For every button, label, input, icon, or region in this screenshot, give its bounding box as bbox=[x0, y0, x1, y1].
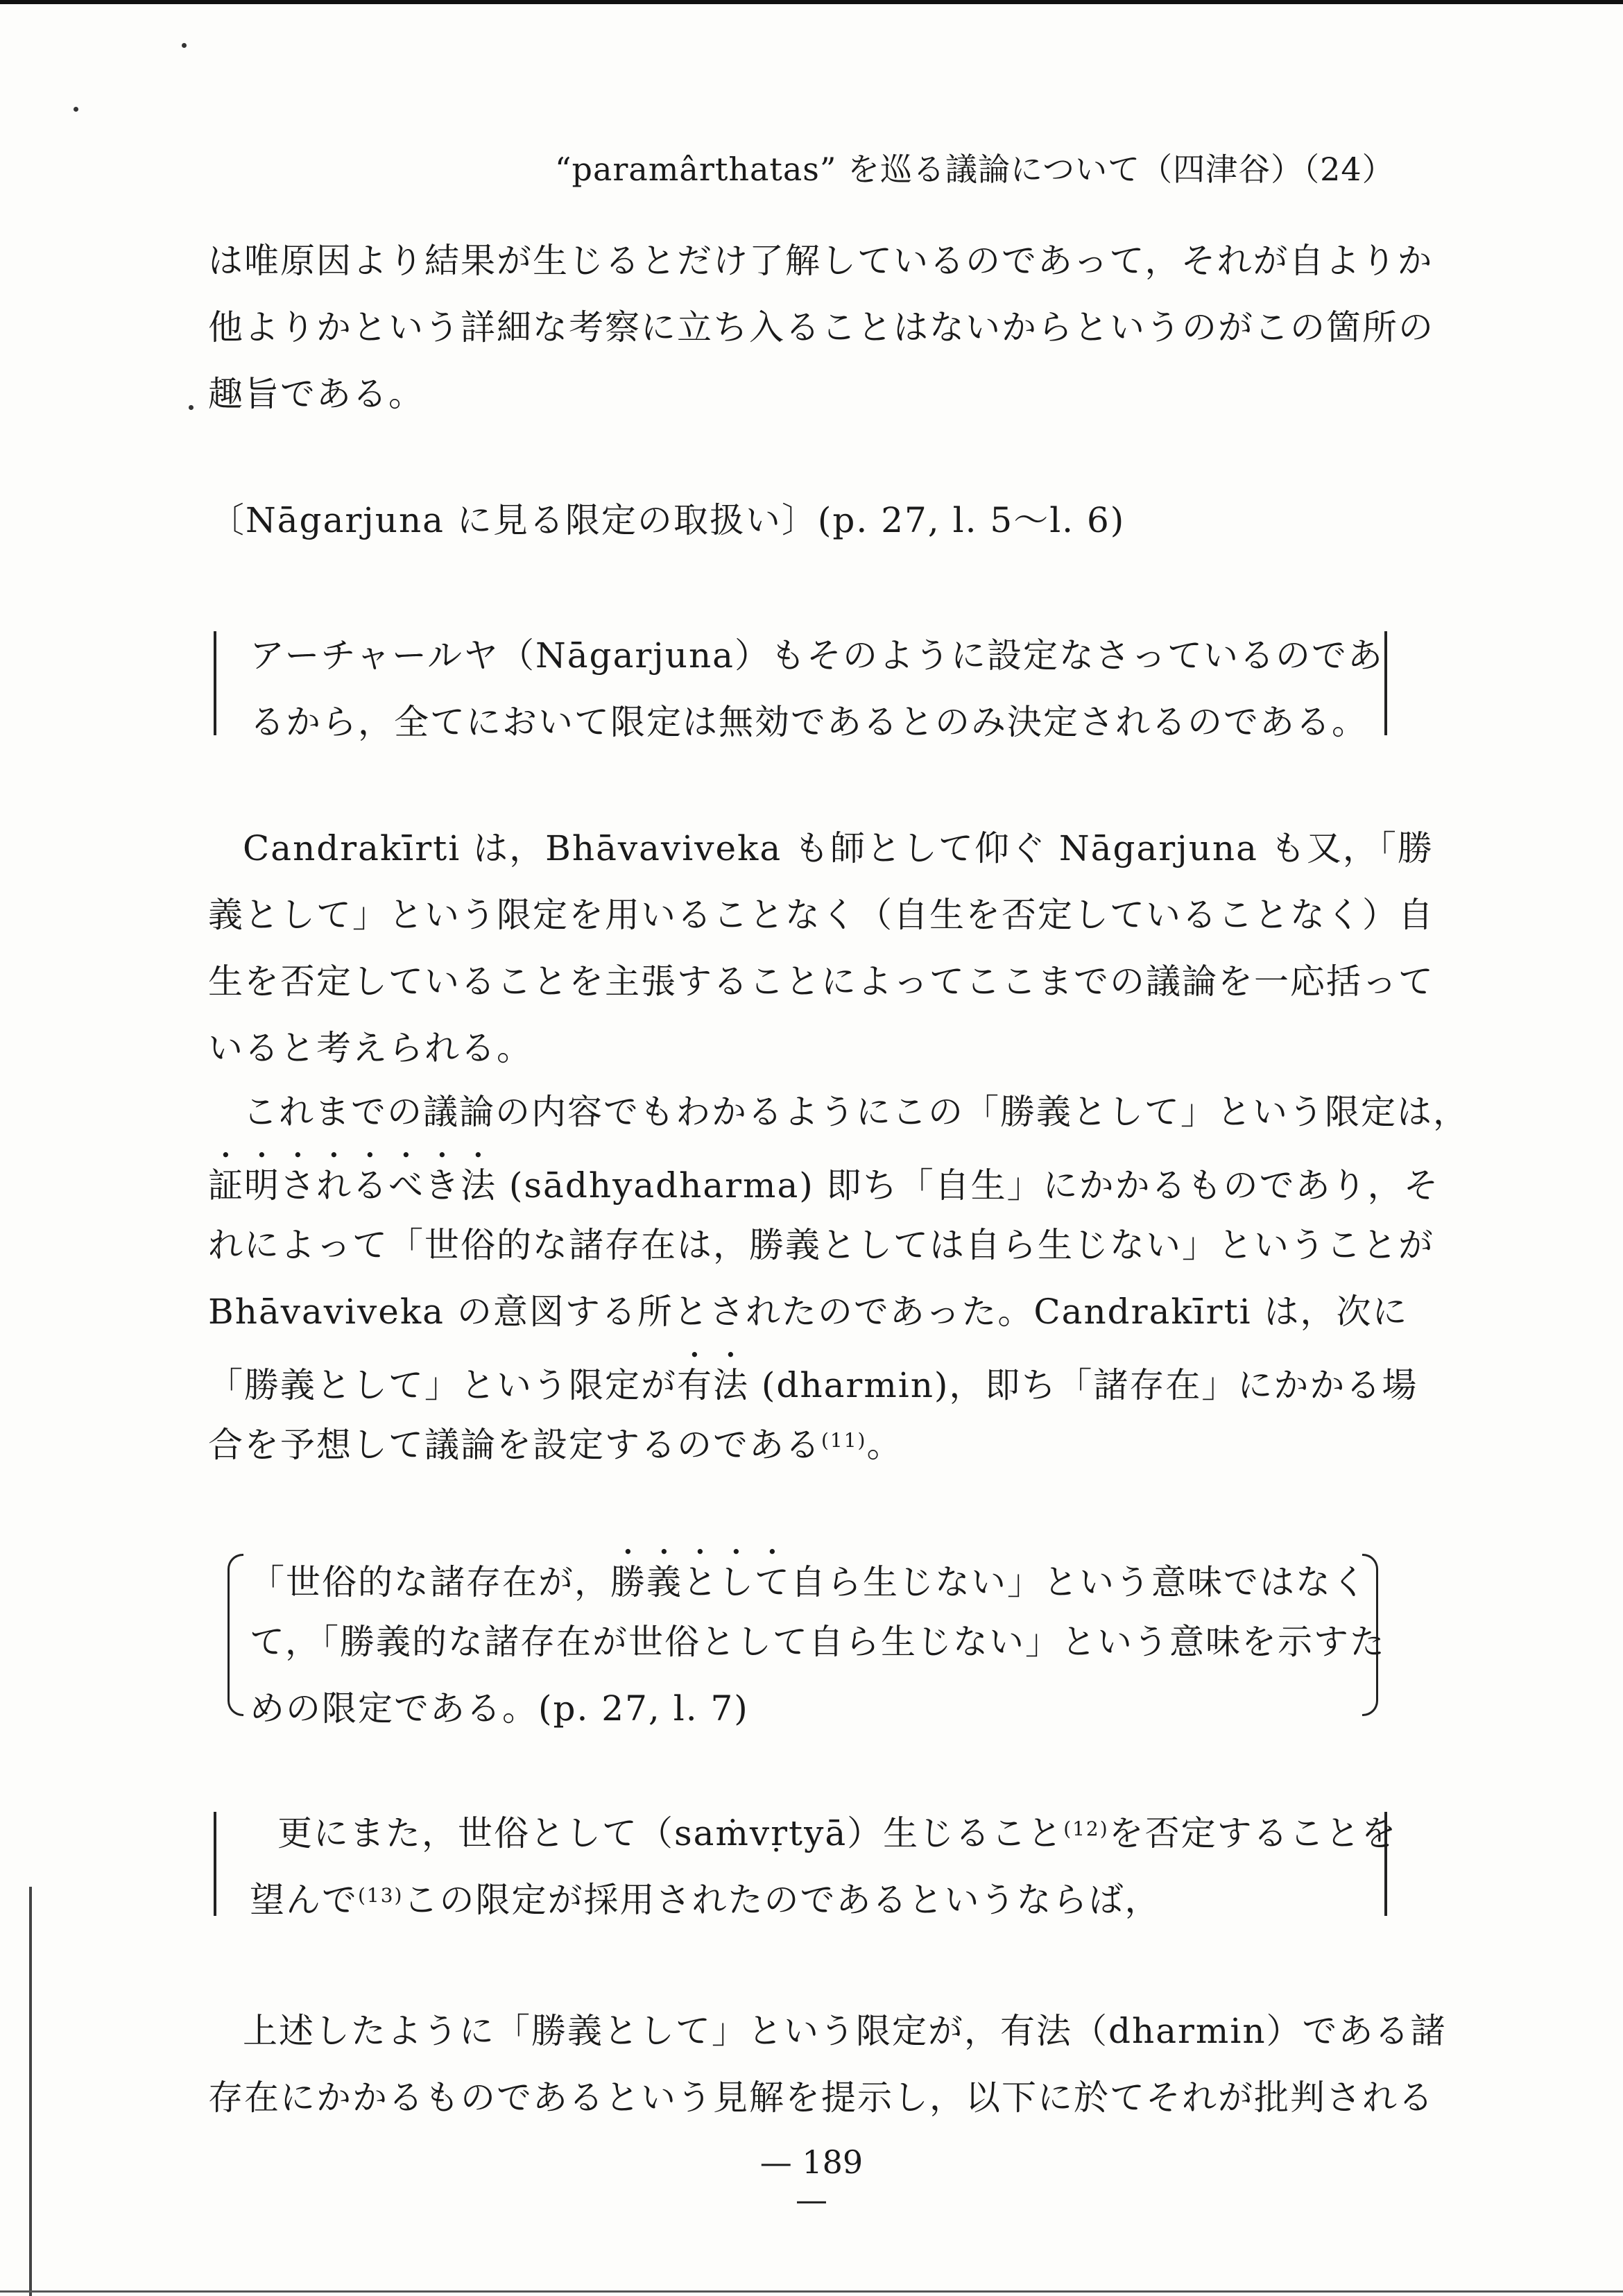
quote-bar-left bbox=[214, 631, 216, 735]
footnote-ref: (11) bbox=[821, 1429, 867, 1452]
quote-line: るから，全てにおいて限定は無効であるとのみ決定されるのである。 bbox=[250, 702, 1368, 742]
intro-paragraph bbox=[208, 228, 1434, 427]
footnote-ref: (13) bbox=[358, 1884, 404, 1907]
paragraph-2 bbox=[208, 1079, 1469, 1478]
quote-brace-left bbox=[227, 1554, 243, 1716]
text-line: 生を否定していることを主張することによってここまでの議論を一応括って bbox=[208, 961, 1434, 1002]
text-line: 上述したように「勝義として」という限定が，有法（dharmin）である諸 bbox=[243, 2011, 1447, 2051]
quote-bar-left bbox=[214, 1812, 216, 1916]
page-number: — 189 — bbox=[759, 2143, 864, 2218]
text-line: 証明されるべき法 (sādhyadharma) 即ち「自生」にかかるものであり，そ bbox=[208, 1165, 1440, 1206]
text-line: 存在にかかるものであるという見解を提示し，以下に於てそれが批判される bbox=[208, 2077, 1434, 2118]
quote-line: めの限定である。(p. 27, l. 7) bbox=[250, 1688, 749, 1729]
text-line: 趣旨である。 bbox=[208, 374, 424, 414]
text-line: 合を予想して議論を設定するのである$^{(11)}$。 bbox=[208, 1425, 903, 1465]
quote-line: 更にまた，世俗として（saṁvṛtyā）生じること$^{(12)}$を否定することを bbox=[277, 1813, 1398, 1853]
scan-speck bbox=[74, 107, 78, 112]
quote-line: 望んで$^{(13)}$この限定が採用されたのであるというならば， bbox=[250, 1880, 1161, 1920]
text-line: これまでの議論の内容でもわかるようにこの「勝義として」という限定は， bbox=[243, 1092, 1469, 1132]
quote-line: アーチャールヤ（Nāgarjuna）もそのように設定なさっているのであ bbox=[250, 635, 1384, 676]
quote-bar-right bbox=[1384, 631, 1387, 735]
scan-left-edge bbox=[29, 1887, 32, 2296]
scan-speck bbox=[182, 43, 187, 48]
scan-bottom-edge bbox=[0, 2290, 1623, 2293]
text-line: 「勝義として」という限定が有法 (dharmin)，即ち「諸存在」にかかる場 bbox=[208, 1365, 1418, 1405]
footnote-ref: (12) bbox=[1063, 1817, 1109, 1840]
text-line: れによって「世俗的な諸存在は，勝義としては自ら生じない」ということが bbox=[208, 1225, 1434, 1265]
quote-block-1 bbox=[250, 622, 1384, 755]
running-header: “paramârthatas” を巡る議論について（四津谷）（24） bbox=[555, 151, 1395, 188]
scan-speck bbox=[189, 405, 194, 410]
quote-block-2 bbox=[250, 1542, 1386, 1742]
paragraph-1 bbox=[208, 815, 1434, 1081]
quote-block-3 bbox=[250, 1800, 1398, 1933]
emphasized-term: 証明されるべき法 bbox=[208, 1165, 497, 1206]
scan-top-edge bbox=[0, 0, 1623, 4]
quote-line: 「世俗的な諸存在が，勝義として自ら生じない」という意味ではなく bbox=[250, 1562, 1368, 1602]
text-line: いると考えられる。 bbox=[208, 1028, 533, 1068]
emphasized-term: 有法 bbox=[677, 1365, 749, 1405]
section-heading: 〔Nāgarjuna に見る限定の取扱い〕(p. 27, l. 5〜l. 6) bbox=[209, 500, 1126, 540]
quote-line: て，「勝義的な諸存在が世俗として自ら生じない」という意味を示すた bbox=[250, 1622, 1386, 1662]
emphasized-term: 勝義として bbox=[610, 1562, 791, 1602]
paragraph-3 bbox=[208, 1998, 1447, 2131]
text-line: 他よりかという詳細な考察に立ち入ることはないからというのがこの箇所の bbox=[208, 307, 1434, 348]
text-line: Bhāvaviveka の意図する所とされたのであった。Candrakīrti は，次に bbox=[208, 1292, 1409, 1332]
text-line: Candrakīrti は，Bhāvaviveka も師として仰ぐ Nāgarjuna も又，「勝 bbox=[243, 828, 1434, 868]
text-line: は唯原因より結果が生じるとだけ了解しているのであって，それが自よりか bbox=[208, 241, 1434, 281]
text-line: 義として」という限定を用いることなく（自生を否定していることなく）自 bbox=[208, 895, 1434, 935]
